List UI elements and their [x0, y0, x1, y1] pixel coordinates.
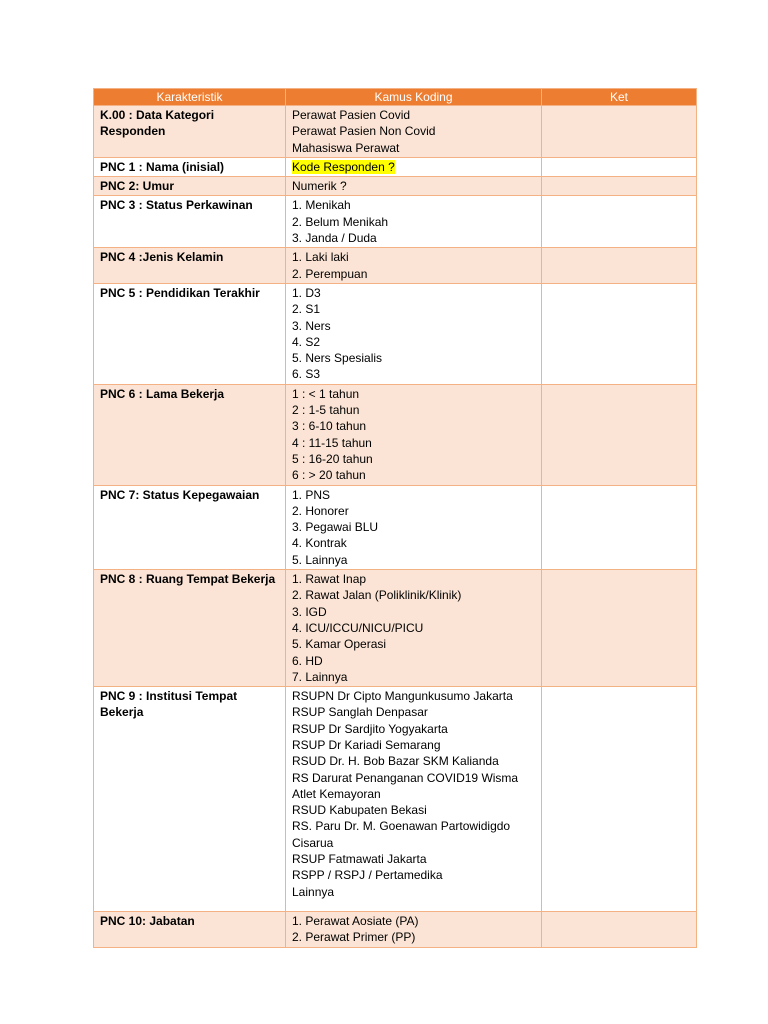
- row-label: PNC 5 : Pendidikan Terakhir: [94, 283, 286, 384]
- code-line: Mahasiswa Perawat: [292, 140, 400, 155]
- code-line: 5. Lainnya: [292, 552, 348, 567]
- code-line: RSUP Dr Sardjito Yogyakarta: [292, 721, 448, 736]
- table-row: [94, 106, 697, 158]
- code-line: 3. IGD: [292, 604, 327, 619]
- code-line: RSPP / RSPJ / Pertamedika: [292, 868, 443, 883]
- code-line: 1. Laki laki: [292, 250, 349, 265]
- code-line: 3. Pegawai BLU: [292, 520, 379, 535]
- code-line: 7. Lainnya: [292, 669, 348, 684]
- code-line: 1. Rawat Inap: [292, 572, 367, 587]
- row-ket: [542, 157, 697, 176]
- table-row: [94, 911, 697, 947]
- code-line: Perawat Pasien Non Covid: [292, 124, 436, 139]
- table-row: [94, 177, 697, 196]
- header-kamus-koding: Kamus Koding: [286, 89, 542, 106]
- header-karakteristik: Karakteristik: [94, 89, 286, 106]
- code-line: 2. S1: [292, 302, 321, 317]
- code-line: 4 : 11-15 tahun: [292, 435, 372, 450]
- code-line: 3 : 6-10 tahun: [292, 419, 367, 434]
- row-label: PNC 8 : Ruang Tempat Bekerja: [94, 570, 286, 687]
- code-line: RSUP Dr Kariadi Semarang: [292, 737, 441, 752]
- table-row: [94, 248, 697, 284]
- row-ket: [542, 283, 697, 384]
- code-line: 2. Belum Menikah: [292, 214, 389, 229]
- table-row: [94, 283, 697, 384]
- code-line: 2. Rawat Jalan (Poliklinik/Klinik): [292, 588, 462, 603]
- code-line: RSUP Sanglah Denpasar: [292, 705, 428, 720]
- highlighted-code: Kode Responden ?: [292, 159, 395, 174]
- code-line: 2. Honorer: [292, 503, 349, 518]
- code-line: 4. ICU/ICCU/NICU/PICU: [292, 620, 424, 635]
- row-label: PNC 9 : Institusi Tempat Bekerja: [94, 687, 286, 912]
- code-line: RS Darurat Penanganan COVID19 Wisma: [292, 770, 519, 785]
- row-label: PNC 10: Jabatan: [94, 911, 286, 947]
- code-line: 5 : 16-20 tahun: [292, 451, 373, 466]
- code-line: 3. Ners: [292, 318, 331, 333]
- code-line: 6. S3: [292, 367, 321, 382]
- code-line: Perawat Pasien Covid: [292, 108, 411, 122]
- code-line: RSUD Kabupaten Bekasi: [292, 803, 427, 818]
- row-codes: [286, 196, 542, 248]
- code-line: 1. D3: [292, 285, 321, 300]
- table-row: [94, 157, 697, 176]
- row-label: PNC 3 : Status Perkawinan: [94, 196, 286, 248]
- code-line: 5. Ners Spesialis: [292, 351, 383, 366]
- row-codes: [286, 485, 542, 569]
- row-codes: [286, 570, 542, 687]
- row-label: PNC 6 : Lama Bekerja: [94, 384, 286, 485]
- table-row: [94, 384, 697, 485]
- row-codes: [286, 177, 542, 196]
- code-line: RS. Paru Dr. M. Goenawan Partowidigdo: [292, 819, 511, 834]
- row-ket: [542, 911, 697, 947]
- code-line: 1. Menikah: [292, 198, 351, 213]
- code-line: 2 : 1-5 tahun: [292, 403, 360, 418]
- coding-dictionary-table: [93, 88, 697, 948]
- code-line: 1. Perawat Aosiate (PA): [292, 913, 419, 928]
- row-label: PNC 1 : Nama (inisial): [94, 157, 286, 176]
- code-line: RSUD Dr. H. Bob Bazar SKM Kalianda: [292, 754, 499, 769]
- row-ket: [542, 570, 697, 687]
- code-line: RSUP Fatmawati Jakarta: [292, 852, 427, 867]
- code-line: Cisarua: [292, 835, 334, 850]
- cell-spacer: [292, 900, 536, 910]
- code-line: 6. HD: [292, 653, 323, 668]
- row-label: PNC 2: Umur: [94, 177, 286, 196]
- row-ket: [542, 106, 697, 158]
- row-codes: [286, 911, 542, 947]
- row-ket: [542, 485, 697, 569]
- code-line: 2. Perawat Primer (PP): [292, 930, 416, 945]
- row-codes: [286, 687, 542, 912]
- row-label: PNC 7: Status Kepegawaian: [94, 485, 286, 569]
- row-codes: [286, 157, 542, 176]
- row-codes: [286, 106, 542, 158]
- table-header-row: [94, 89, 697, 106]
- row-ket: [542, 177, 697, 196]
- code-line: Atlet Kemayoran: [292, 786, 381, 801]
- code-line: 4. Kontrak: [292, 536, 347, 551]
- code-line: 1 : < 1 tahun: [292, 386, 360, 401]
- table-row: [94, 485, 697, 569]
- row-ket: [542, 687, 697, 912]
- row-codes: [286, 248, 542, 284]
- code-line: 6 : > 20 tahun: [292, 468, 366, 483]
- row-ket: [542, 196, 697, 248]
- row-ket: [542, 248, 697, 284]
- row-ket: [542, 384, 697, 485]
- header-ket: Ket: [542, 89, 697, 106]
- code-line: 4. S2: [292, 334, 321, 349]
- code-line: 1. PNS: [292, 487, 331, 502]
- code-line: 3. Janda / Duda: [292, 231, 377, 246]
- row-codes: [286, 283, 542, 384]
- code-line: RSUPN Dr Cipto Mangunkusumo Jakarta: [292, 689, 513, 704]
- code-line: 5. Kamar Operasi: [292, 637, 387, 652]
- code-line: Numerik ?: [292, 179, 347, 194]
- table-row: [94, 570, 697, 687]
- code-line: Lainnya: [292, 884, 335, 899]
- row-label: K.00 : Data Kategori Responden: [94, 106, 286, 158]
- table-row: [94, 196, 697, 248]
- row-label: PNC 4 :Jenis Kelamin: [94, 248, 286, 284]
- row-codes: [286, 384, 542, 485]
- code-line: 2. Perempuan: [292, 266, 368, 281]
- table-row: [94, 687, 697, 912]
